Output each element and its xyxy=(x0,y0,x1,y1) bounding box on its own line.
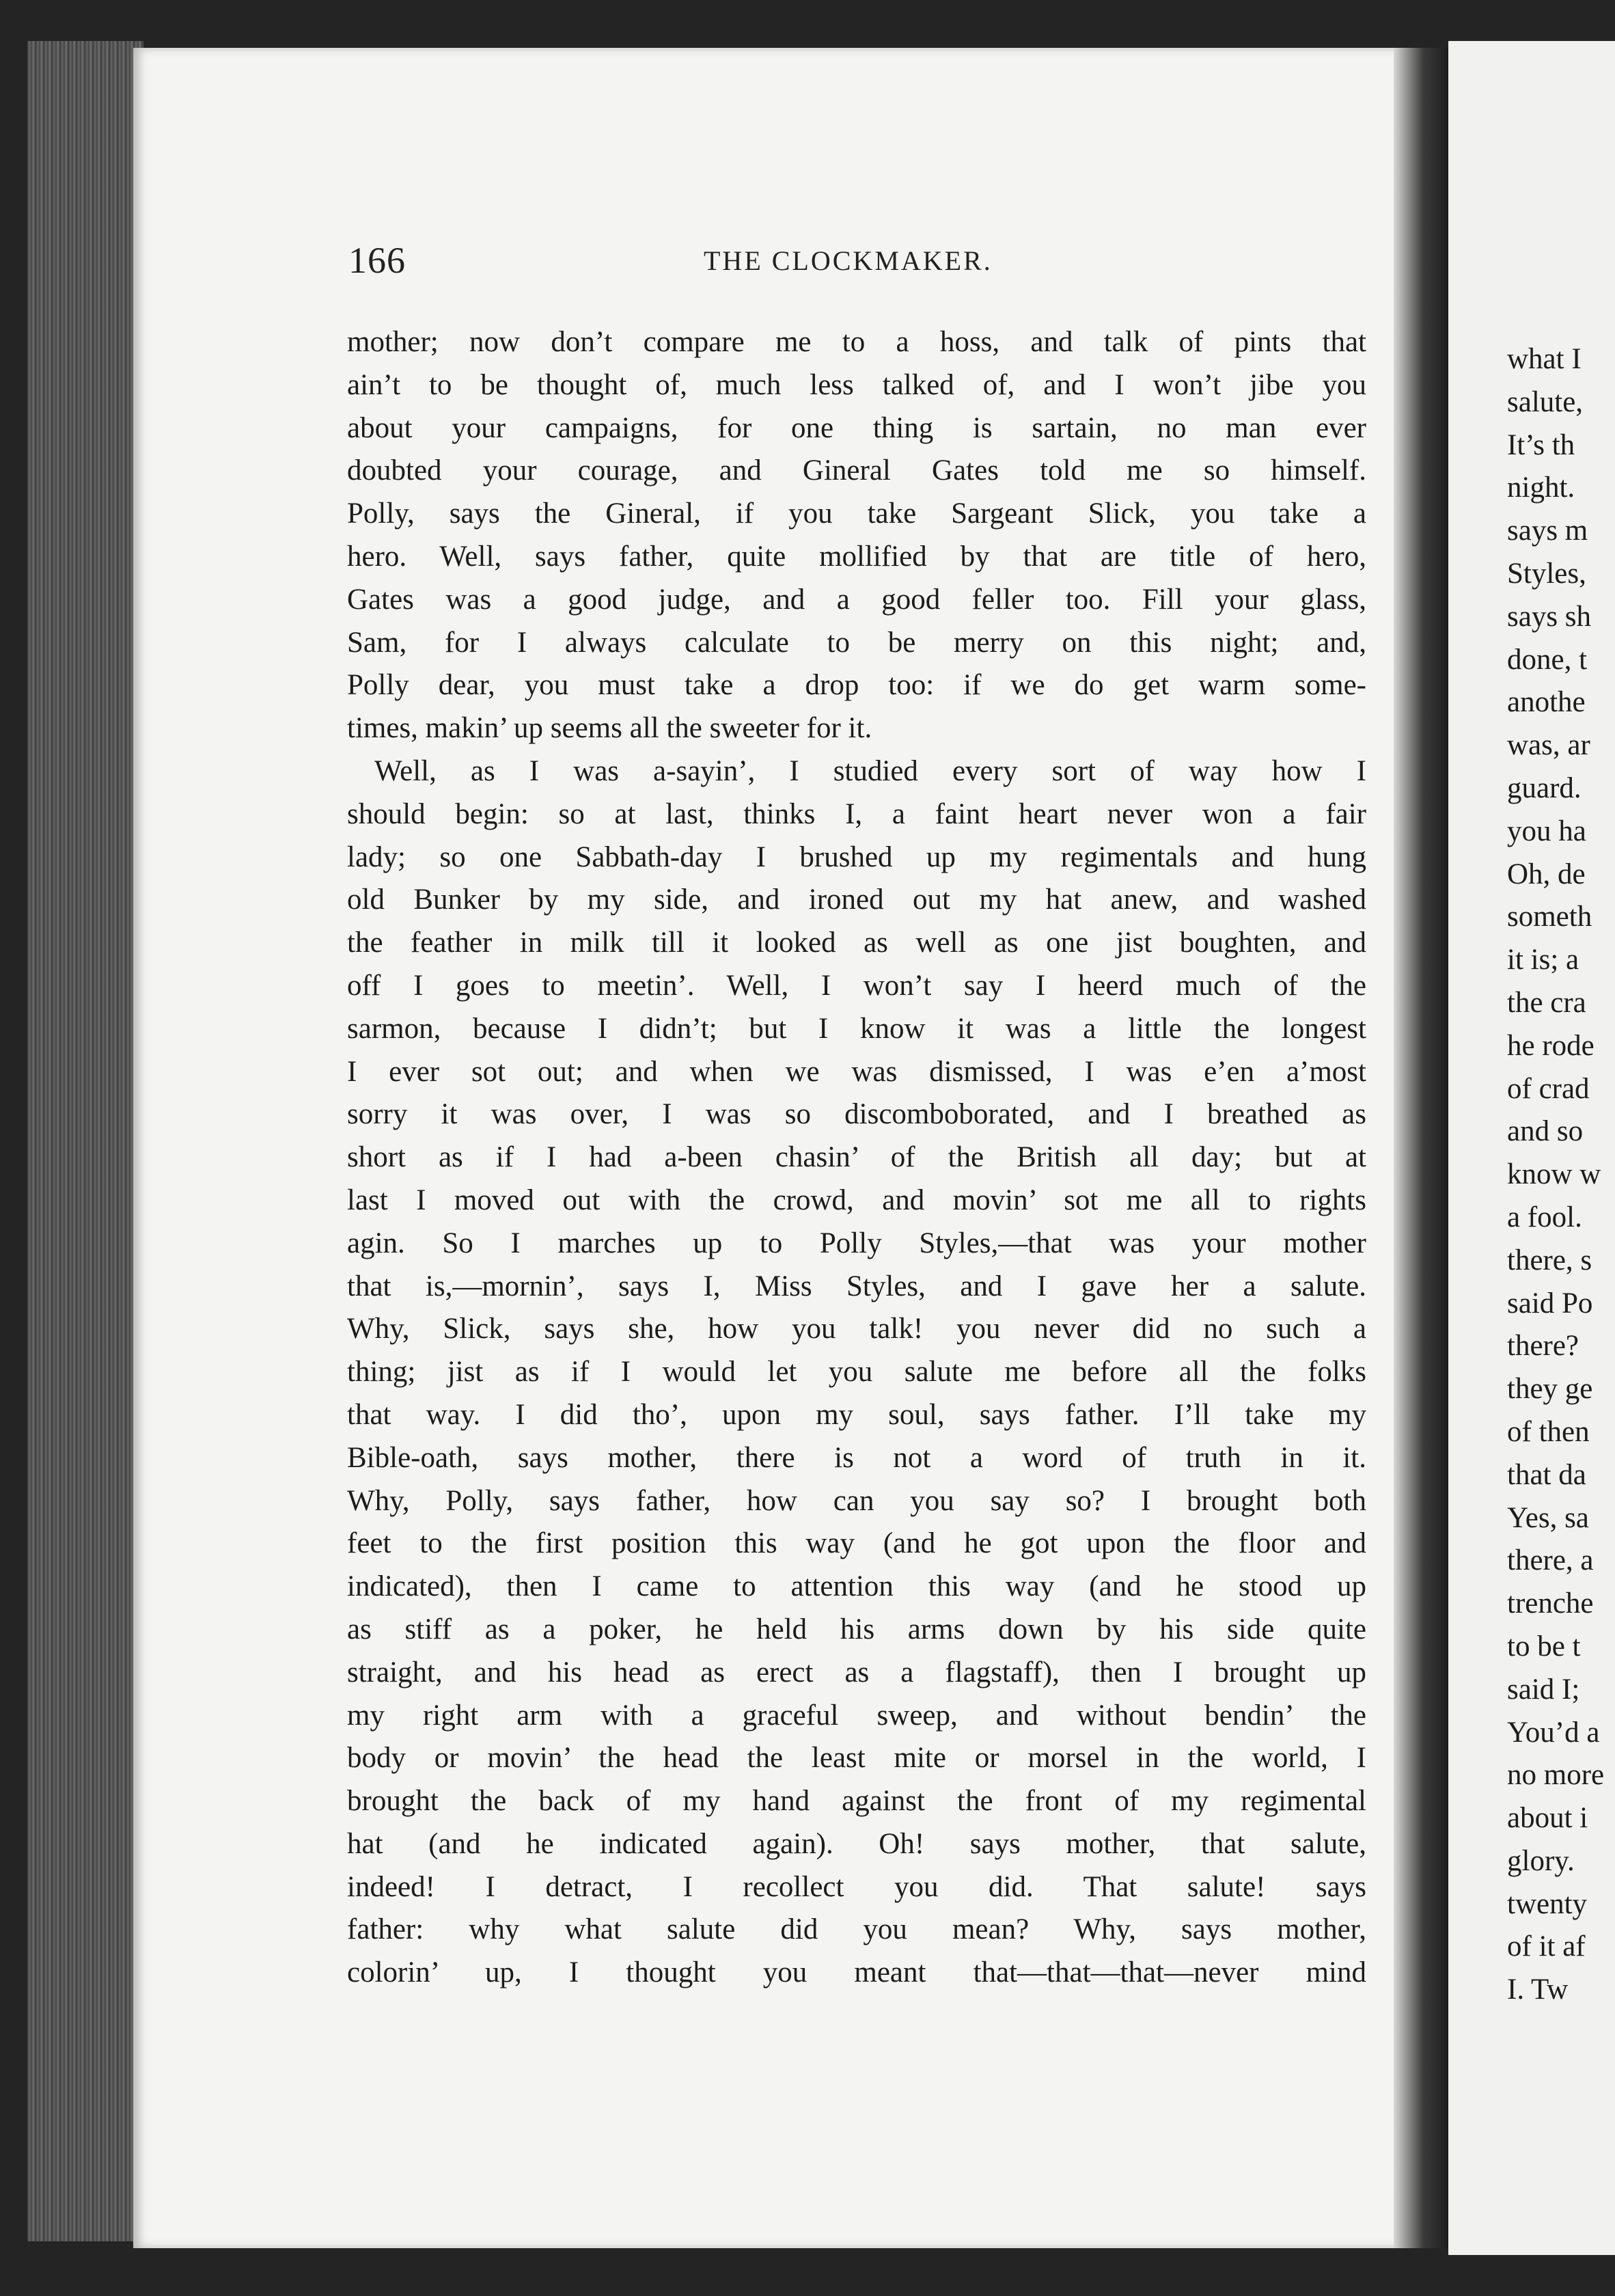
text-line: ain’t to be thought of, much less talked of, and I won’t jibe you xyxy=(347,368,1366,401)
text-line: there, a xyxy=(1507,1544,1594,1577)
text-line: what I xyxy=(1507,343,1582,375)
text-line: Oh, de xyxy=(1507,858,1586,890)
text-line: no more xyxy=(1507,1759,1605,1792)
text-line: I. Tw xyxy=(1507,1973,1569,2006)
text-line: last I moved out with the crowd, and movin’ sot me all to rights xyxy=(347,1184,1366,1216)
next-page-text xyxy=(1507,338,1615,2012)
text-line: It’s th xyxy=(1507,428,1575,461)
text-line: Well, as I was a-sayin’, I studied every sort of way how I xyxy=(374,754,1366,787)
text-line: sarmon, because I didn’t; but I know it was a little the longest xyxy=(347,1012,1366,1045)
text-line: thing; jist as if I would let you salute me before all the folks xyxy=(347,1356,1366,1389)
text-line: of then xyxy=(1507,1415,1590,1448)
text-line: as stiff as a poker, he held his arms down by his side quite xyxy=(347,1613,1366,1645)
text-line: glory. xyxy=(1507,1844,1575,1877)
body-text xyxy=(347,321,1366,1995)
page-edges xyxy=(27,41,143,2241)
text-line: it is; a xyxy=(1507,944,1579,976)
text-line: old Bunker by my side, and ironed out my hat anew, and washed xyxy=(347,884,1366,916)
text-line: anothe xyxy=(1507,686,1586,719)
text-line: I ever sot out; and when we was dismissed, I was e’en a’most xyxy=(347,1055,1366,1088)
text-line: know w xyxy=(1507,1158,1601,1191)
text-line: father: why what salute did you mean? Why, says mother, xyxy=(347,1913,1366,1946)
running-head: THE CLOCKMAKER. xyxy=(704,245,993,276)
text-line: indeed! I detract, I recollect you did. That salute! says xyxy=(347,1870,1366,1903)
text-line: trenche xyxy=(1507,1587,1594,1620)
text-line: colorin’ up, I thought you meant that—that—that—never mind xyxy=(347,1956,1366,1989)
text-line: said I; xyxy=(1507,1673,1580,1706)
text-line: body or movin’ the head the least mite or morsel in the world, I xyxy=(347,1742,1366,1775)
text-line: mother; now don’t compare me to a hoss, and talk of pints that xyxy=(347,326,1366,358)
text-line: Polly, says the Gineral, if you take Sargeant Slick, you take a xyxy=(347,497,1366,530)
text-line: that is,—mornin’, says I, Miss Styles, and I gave her a salute. xyxy=(347,1270,1366,1302)
text-line: says sh xyxy=(1507,600,1592,633)
text-line: about i xyxy=(1507,1802,1588,1835)
text-line: and so xyxy=(1507,1115,1584,1148)
text-line: that da xyxy=(1507,1458,1586,1491)
text-line: someth xyxy=(1507,901,1592,933)
text-line: said Po xyxy=(1507,1287,1593,1320)
text-line: guard. xyxy=(1507,771,1582,804)
text-line: brought the back of my hand against the front of my regimental xyxy=(347,1785,1366,1818)
text-line: doubted your courage, and Gineral Gates told me so himself. xyxy=(347,454,1366,487)
text-line: Polly dear, you must take a drop too: if we do get warm some- xyxy=(347,669,1366,702)
text-line: should begin: so at last, thinks I, a faint heart never won a fair xyxy=(347,797,1366,830)
text-line: they ge xyxy=(1507,1373,1593,1406)
page-number: 166 xyxy=(348,240,406,281)
text-line: Bible-oath, says mother, there is not a word of truth in it. xyxy=(347,1441,1366,1474)
text-line: feet to the first position this way (and he got upon the floor and xyxy=(347,1527,1366,1560)
text-line: about your campaigns, for one thing is sartain, no man ever xyxy=(347,411,1366,444)
text-line: Sam, for I always calculate to be merry on this night; and, xyxy=(347,626,1366,659)
text-line: agin. So I marches up to Polly Styles,—that was your mother xyxy=(347,1227,1366,1259)
text-line: you ha xyxy=(1507,815,1586,847)
text-line: was, ar xyxy=(1507,729,1590,762)
text-line: You’d a xyxy=(1507,1716,1600,1749)
text-line: the feather in milk till it looked as well as one jist boughten, and xyxy=(347,927,1366,959)
text-line: he rode xyxy=(1507,1029,1595,1062)
text-line: times, makin’ up seems all the sweeter for it. xyxy=(347,712,872,745)
text-line: Styles, xyxy=(1507,557,1586,590)
text-line: of it af xyxy=(1507,1930,1586,1963)
text-line: done, t xyxy=(1507,643,1588,676)
text-line: lady; so one Sabbath-day I brushed up my regimentals and hung xyxy=(347,840,1366,873)
page-header xyxy=(348,239,1359,287)
text-line: there? xyxy=(1507,1330,1579,1363)
text-line: sorry it was over, I was so discomboborated, and I breathed as xyxy=(347,1098,1366,1131)
text-line: straight, and his head as erect as a flagstaff), then I brought up xyxy=(347,1656,1366,1689)
text-line: hero. Well, says father, quite mollified by that are title of hero, xyxy=(347,540,1366,573)
text-line: Gates was a good judge, and a good feller too. Fill your glass, xyxy=(347,583,1366,616)
text-line: says m xyxy=(1507,515,1588,547)
text-line: Yes, sa xyxy=(1507,1501,1589,1534)
text-line: there, s xyxy=(1507,1244,1592,1276)
book-gutter xyxy=(1394,48,1448,2248)
text-line: short as if I had a-been chasin’ of the British all day; but at xyxy=(347,1141,1366,1174)
text-line: to be t xyxy=(1507,1630,1581,1663)
text-line: of crad xyxy=(1507,1072,1590,1105)
text-line: Why, Slick, says she, how you talk! you never did no such a xyxy=(347,1313,1366,1345)
text-line: Why, Polly, says father, how can you say so? I brought both xyxy=(347,1484,1366,1517)
text-line: salute, xyxy=(1507,385,1584,418)
text-line: off I goes to meetin’. Well, I won’t say I heerd much of the xyxy=(347,969,1366,1002)
text-line: twenty xyxy=(1507,1887,1588,1920)
text-line: indicated), then I came to attention this way (and he stood up xyxy=(347,1570,1366,1603)
text-line: night. xyxy=(1507,472,1575,504)
text-line: the cra xyxy=(1507,986,1586,1019)
text-line: my right arm with a graceful sweep, and without bendin’ the xyxy=(347,1699,1366,1732)
text-line: that way. I did tho’, upon my soul, says father. I’ll take my xyxy=(347,1398,1366,1431)
text-line: hat (and he indicated again). Oh! says mother, that salute, xyxy=(347,1827,1366,1860)
text-line: a fool. xyxy=(1507,1201,1582,1233)
